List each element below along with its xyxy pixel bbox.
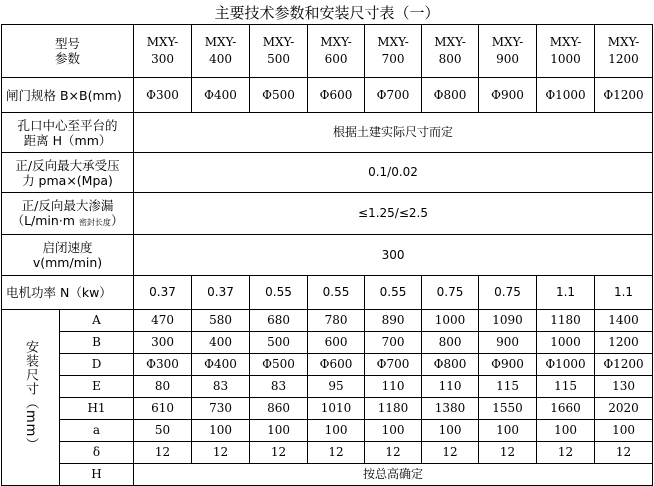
- model-header: [134, 25, 192, 78]
- install-value: Φ1000: [537, 354, 595, 376]
- model-header: [537, 25, 595, 78]
- install-value: 730: [192, 398, 250, 420]
- install-value: 600: [308, 332, 365, 354]
- install-value: 300: [134, 332, 192, 354]
- leakage-label-line1: 正/反向最大渗漏: [21, 197, 114, 213]
- motor-label: 电机功率 N（kw）: [2, 276, 134, 310]
- model-number: 1000: [550, 52, 581, 66]
- speed-label: [2, 235, 134, 276]
- gate-spec-row: [2, 78, 653, 113]
- header-row: [2, 25, 653, 78]
- install-value: 900: [479, 332, 537, 354]
- model-header: [308, 25, 365, 78]
- speed-label-line1: 启闭速度: [42, 240, 93, 255]
- install-value: 12: [308, 442, 365, 464]
- install-row-H: [2, 464, 653, 486]
- model-header: [479, 25, 537, 78]
- install-value: 890: [365, 310, 422, 332]
- install-value: 700: [365, 332, 422, 354]
- install-value: 50: [134, 420, 192, 442]
- install-value: Φ400: [192, 354, 250, 376]
- gate-spec-value: Φ500: [250, 78, 308, 113]
- gate-spec-value: Φ800: [422, 78, 479, 113]
- install-value: 12: [192, 442, 250, 464]
- model-number: 900: [496, 52, 519, 66]
- install-key: B: [60, 332, 134, 354]
- install-value: 2020: [595, 398, 653, 420]
- install-value: 100: [192, 420, 250, 442]
- model-header: [365, 25, 422, 78]
- install-value: 100: [250, 420, 308, 442]
- install-value: 100: [365, 420, 422, 442]
- install-row-B: [2, 332, 653, 354]
- pressure-label-line1: 正/反向最大承受压: [15, 157, 120, 173]
- model-prefix: MXY-: [549, 35, 582, 49]
- install-value: 780: [308, 310, 365, 332]
- gate-spec-value: Φ1000: [537, 78, 595, 113]
- model-prefix: MXY-: [491, 35, 524, 49]
- install-value: 110: [365, 376, 422, 398]
- install-value: 100: [595, 420, 653, 442]
- motor-value: 0.37: [192, 276, 250, 310]
- install-value: 1000: [422, 310, 479, 332]
- distance-label-line1: 孔口中心至平台的: [17, 117, 118, 133]
- install-value: 100: [422, 420, 479, 442]
- model-number: 800: [438, 52, 462, 66]
- install-value: 860: [250, 398, 308, 420]
- install-value: 100: [308, 420, 365, 442]
- install-value: 800: [422, 332, 479, 354]
- pressure-label: [2, 153, 134, 193]
- install-group-label: 安装尺寸（mm）: [23, 339, 38, 452]
- model-number: 600: [324, 52, 348, 66]
- motor-value: 0.75: [479, 276, 537, 310]
- install-value: 1180: [365, 398, 422, 420]
- leakage-label-line2: [2, 213, 133, 230]
- model-number: 300: [151, 52, 174, 66]
- distance-label-line2: 距离 H（mm）: [23, 132, 112, 148]
- install-value: 400: [192, 332, 250, 354]
- leakage-label: [2, 193, 134, 235]
- install-key: E: [60, 376, 134, 398]
- install-value: 12: [595, 442, 653, 464]
- leakage-unit-note: 密封长度: [78, 217, 111, 227]
- gate-spec-value: Φ600: [308, 78, 365, 113]
- install-row-A: [2, 310, 653, 332]
- install-value: 12: [365, 442, 422, 464]
- install-value: 1000: [537, 332, 595, 354]
- spec-table: [1, 24, 653, 486]
- pressure-row: [2, 153, 653, 193]
- install-value: 470: [134, 310, 192, 332]
- install-value: 83: [192, 376, 250, 398]
- motor-value: 1.1: [595, 276, 653, 310]
- install-value: 1660: [537, 398, 595, 420]
- install-value: Φ800: [422, 354, 479, 376]
- model-prefix: MXY-: [146, 35, 179, 49]
- table-title: 主要技术参数和安装尺寸表（一）: [214, 4, 440, 22]
- motor-value: 1.1: [537, 276, 595, 310]
- install-value: Φ600: [308, 354, 365, 376]
- leakage-row: [2, 193, 653, 235]
- model-header: [595, 25, 653, 78]
- install-value: 1200: [595, 332, 653, 354]
- header-label-cell: [2, 25, 134, 78]
- install-value: 12: [134, 442, 192, 464]
- header-label-param: 参数: [55, 51, 81, 66]
- install-value: 1400: [595, 310, 653, 332]
- install-value: 1090: [479, 310, 537, 332]
- distance-row: [2, 113, 653, 153]
- model-header: [192, 25, 250, 78]
- motor-row: [2, 276, 653, 310]
- distance-value: 根据土建实际尺寸而定: [134, 113, 653, 153]
- install-value: 12: [422, 442, 479, 464]
- install-value: Φ1200: [595, 354, 653, 376]
- install-row-D: [2, 354, 653, 376]
- install-row-a: [2, 420, 653, 442]
- gate-spec-value: Φ400: [192, 78, 250, 113]
- motor-value: 0.55: [365, 276, 422, 310]
- model-header: [250, 25, 308, 78]
- install-key: D: [60, 354, 134, 376]
- install-value: 80: [134, 376, 192, 398]
- install-value: 110: [422, 376, 479, 398]
- install-value: 12: [479, 442, 537, 464]
- speed-row: [2, 235, 653, 276]
- model-header: [422, 25, 479, 78]
- install-value: 1010: [308, 398, 365, 420]
- install-key: δ: [60, 442, 134, 464]
- pressure-label-line2: 力 pma×(Mpa): [22, 172, 113, 188]
- install-value: 115: [537, 376, 595, 398]
- model-prefix: MXY-: [377, 35, 409, 49]
- install-value: 580: [192, 310, 250, 332]
- install-row-E: [2, 376, 653, 398]
- install-value: 610: [134, 398, 192, 420]
- model-prefix: MXY-: [607, 35, 640, 49]
- install-value: 115: [479, 376, 537, 398]
- install-group-label-cell: [2, 310, 60, 486]
- install-row-delta: [2, 442, 653, 464]
- install-value: 130: [595, 376, 653, 398]
- install-row-H1: [2, 398, 653, 420]
- install-value: Φ500: [250, 354, 308, 376]
- model-prefix: MXY-: [320, 35, 352, 49]
- install-value: Φ300: [134, 354, 192, 376]
- gate-spec-value: Φ900: [479, 78, 537, 113]
- install-value: 12: [250, 442, 308, 464]
- install-value: 100: [537, 420, 595, 442]
- install-value: Φ700: [365, 354, 422, 376]
- gate-spec-label: 闸门规格 B×B(mm): [2, 78, 134, 113]
- gate-spec-value: Φ700: [365, 78, 422, 113]
- model-prefix: MXY-: [262, 35, 295, 49]
- gate-spec-value: Φ300: [134, 78, 192, 113]
- install-value: 1550: [479, 398, 537, 420]
- motor-value: 0.75: [422, 276, 479, 310]
- leakage-unit: （L/min·m: [11, 212, 79, 228]
- install-value: Φ900: [479, 354, 537, 376]
- install-value: 680: [250, 310, 308, 332]
- leakage-unit-close: ）: [110, 212, 124, 228]
- model-number: 700: [381, 52, 405, 66]
- motor-value: 0.55: [308, 276, 365, 310]
- install-value: 83: [250, 376, 308, 398]
- install-key: H1: [60, 398, 134, 420]
- install-key: A: [60, 310, 134, 332]
- pressure-value: 0.1/0.02: [134, 153, 653, 193]
- model-number: 400: [209, 52, 232, 66]
- install-total-height-note: 按总高确定: [134, 464, 653, 486]
- install-value: 95: [308, 376, 365, 398]
- install-value: 1180: [537, 310, 595, 332]
- distance-label: [2, 113, 134, 153]
- motor-value: 0.55: [250, 276, 308, 310]
- install-value: 500: [250, 332, 308, 354]
- install-value: 1380: [422, 398, 479, 420]
- model-prefix: MXY-: [204, 35, 237, 49]
- model-number: 500: [267, 52, 290, 66]
- model-number: 1200: [608, 52, 639, 66]
- speed-label-line2: v(mm/min): [32, 255, 103, 270]
- install-value: 100: [479, 420, 537, 442]
- install-key: H: [60, 464, 134, 486]
- motor-value: 0.37: [134, 276, 192, 310]
- gate-spec-value: Φ1200: [595, 78, 653, 113]
- install-value: 12: [537, 442, 595, 464]
- model-prefix: MXY-: [434, 35, 466, 49]
- install-key: a: [60, 420, 134, 442]
- leakage-value: ≤1.25/≤2.5: [134, 193, 653, 235]
- speed-value: 300: [134, 235, 653, 276]
- header-label-model: 型号: [55, 36, 81, 51]
